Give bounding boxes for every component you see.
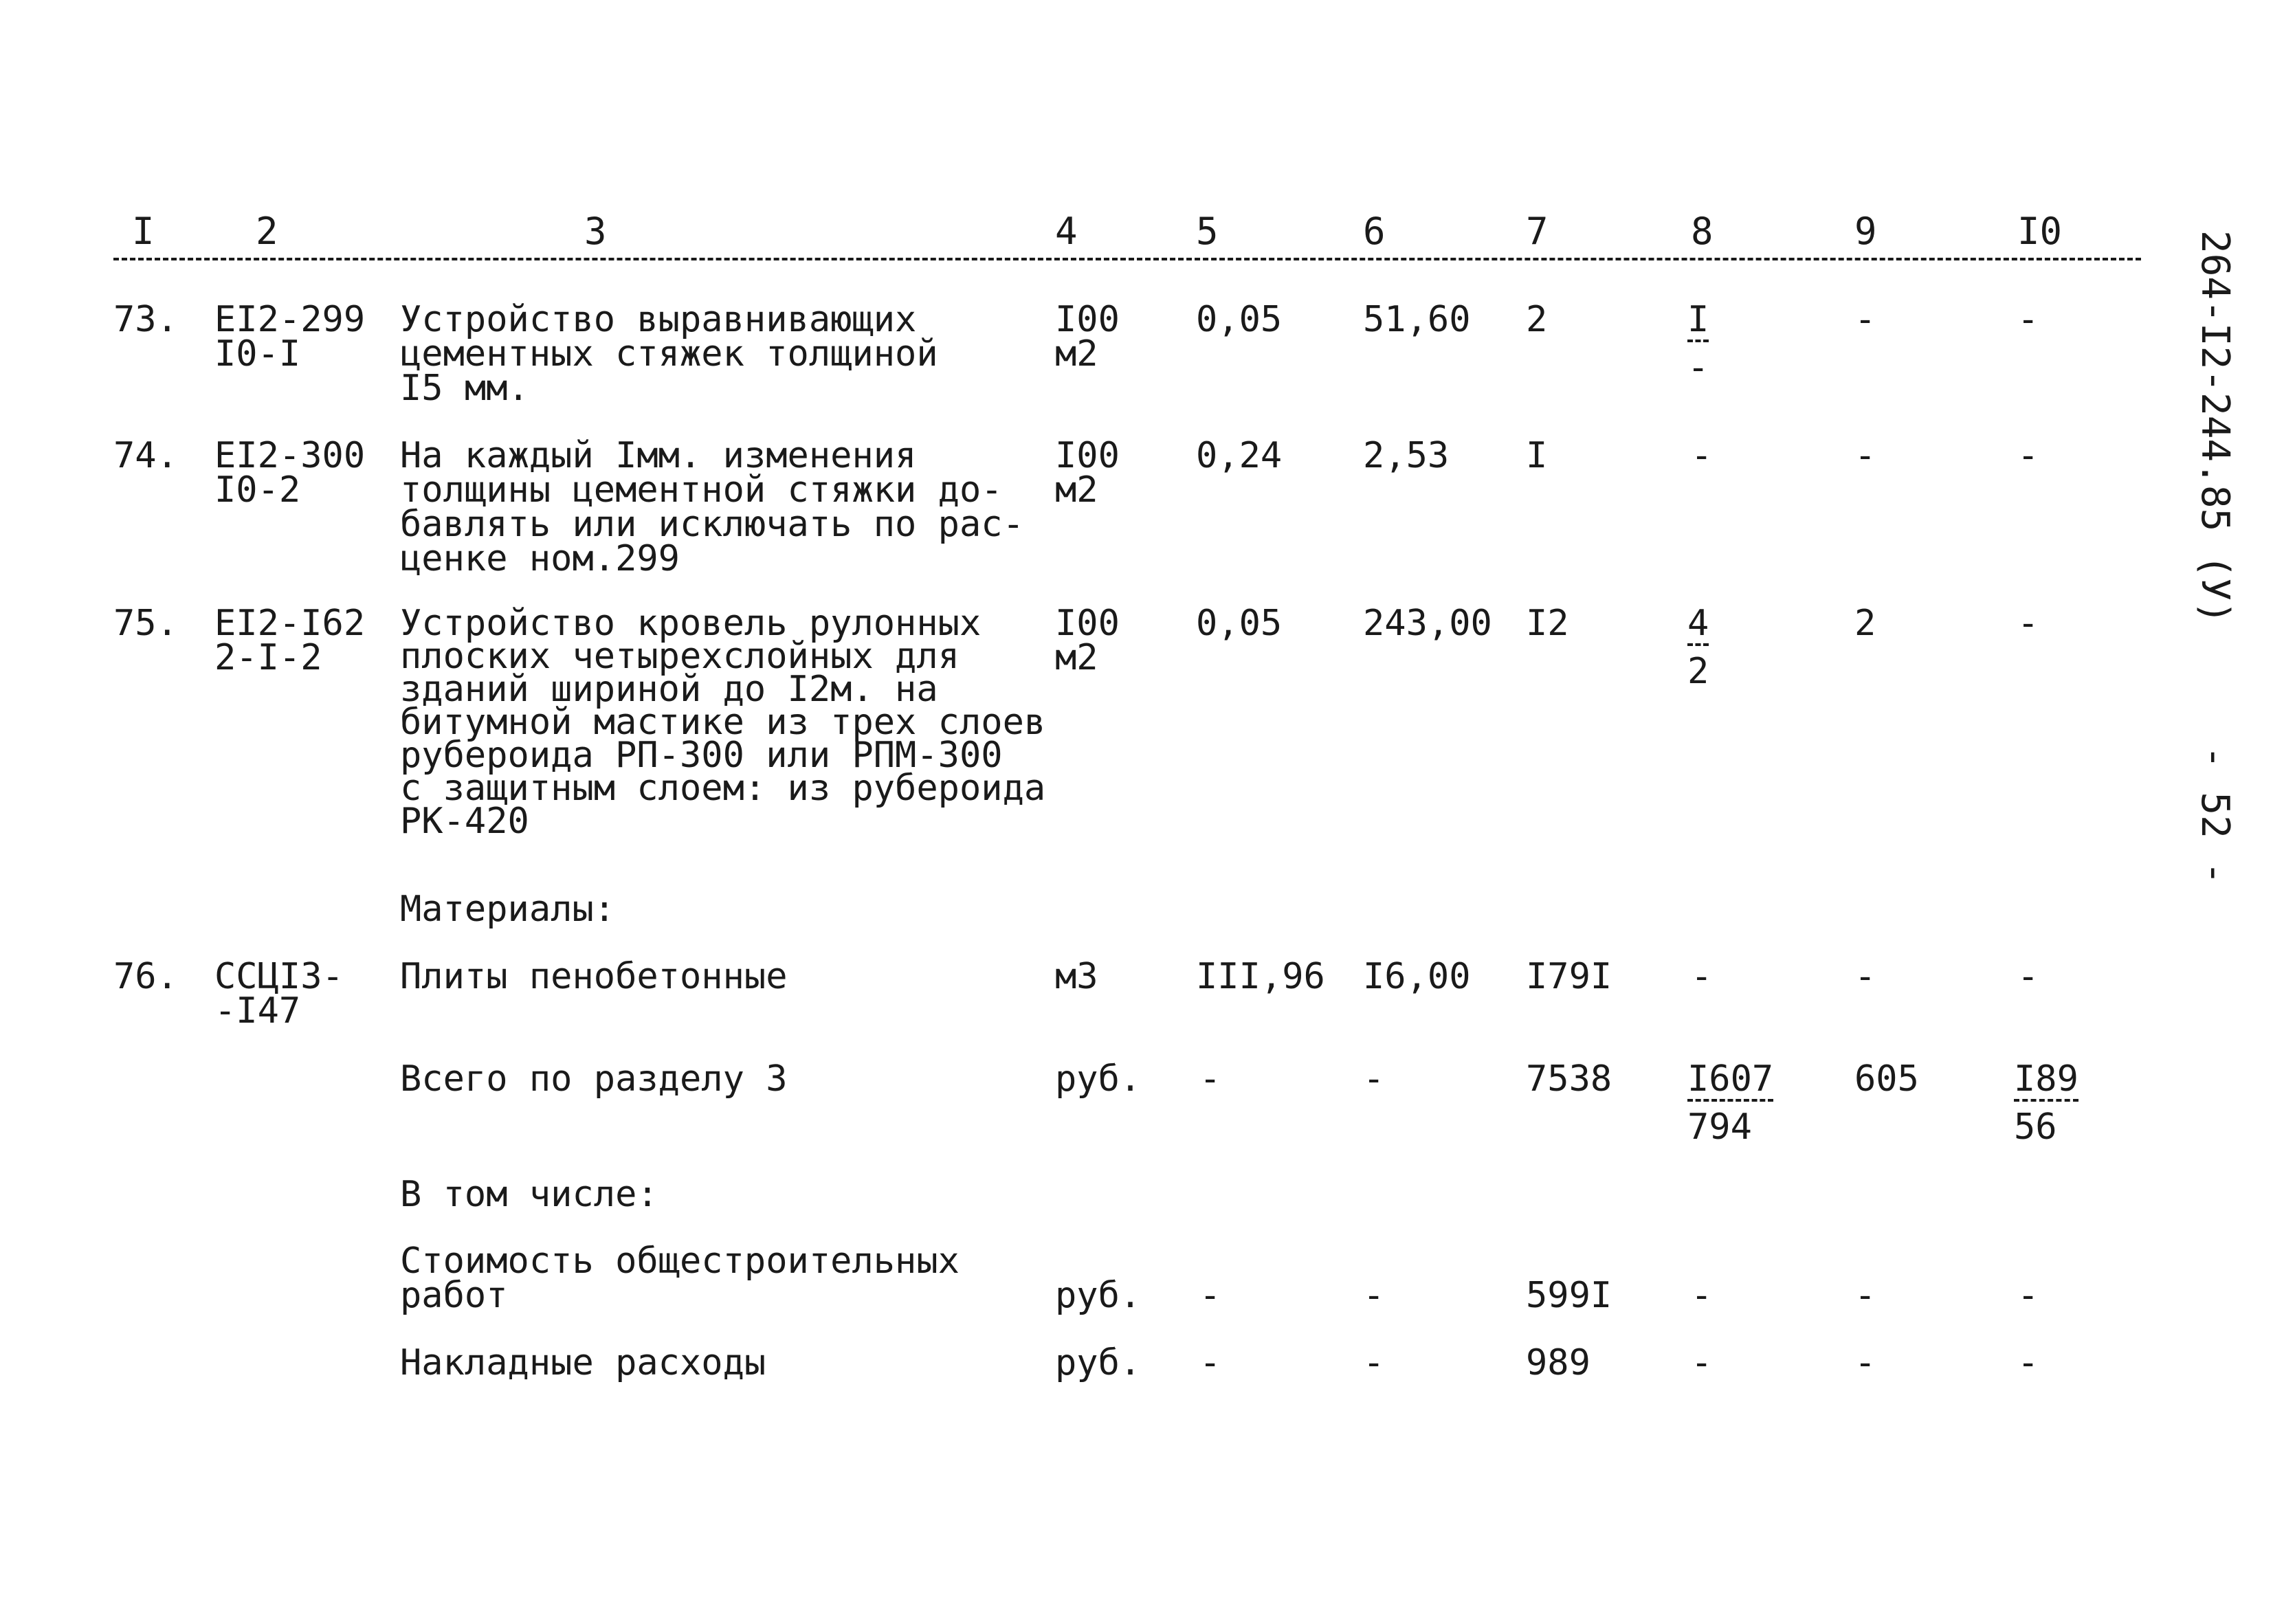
row-col8: - xyxy=(1691,435,1713,476)
row-desc-line: рубероида РП-300 или РПМ-300 xyxy=(400,735,1003,776)
row-code-line: ССЦI3- xyxy=(214,956,344,997)
row-code-line: I0-2 xyxy=(214,469,301,511)
row-desc-line: I5 мм. xyxy=(400,368,529,409)
fraction-numerator: I89 xyxy=(2014,1062,2078,1102)
general-label-line: Стоимость общестроительных xyxy=(400,1241,960,1282)
row-unit-line: м2 xyxy=(1055,469,1098,511)
general-col10: - xyxy=(2017,1275,2039,1316)
row-col5: III,96 xyxy=(1196,956,1325,997)
col-header-9: 9 xyxy=(1854,210,1877,253)
row-number: 74. xyxy=(113,435,178,476)
row-unit-line: м2 xyxy=(1055,333,1098,375)
overhead-col10: - xyxy=(2017,1342,2039,1383)
col-header-10: I0 xyxy=(2017,210,2063,253)
row-unit-line: I00 xyxy=(1055,435,1120,476)
general-label-line: работ xyxy=(400,1275,508,1316)
row-col7: 2 xyxy=(1526,299,1548,340)
total-col7: 7538 xyxy=(1526,1058,1612,1100)
general-col6: - xyxy=(1363,1275,1385,1316)
row-desc-line: На каждый Iмм. изменения xyxy=(400,435,917,476)
row-code-line: -I47 xyxy=(214,990,301,1032)
row-unit-line: I00 xyxy=(1055,603,1120,644)
col-header-2: 2 xyxy=(256,210,278,253)
row-col10: - xyxy=(2017,435,2039,476)
row-desc-line: Плиты пенобетонные xyxy=(400,956,788,997)
col-header-5: 5 xyxy=(1196,210,1219,253)
row-code-line: EI2-300 xyxy=(214,435,366,476)
row-number: 73. xyxy=(113,299,178,340)
fraction-denominator: 794 xyxy=(1687,1106,1752,1148)
row-desc-line: ценке ном.299 xyxy=(400,538,680,579)
row-col5: 0,05 xyxy=(1196,299,1283,340)
fraction-numerator: I xyxy=(1687,302,1709,342)
total-label: Всего по разделу 3 xyxy=(400,1058,788,1100)
row-col9: - xyxy=(1854,435,1876,476)
row-desc-line: цементных стяжек толщиной xyxy=(400,333,938,375)
row-col7: I xyxy=(1526,435,1548,476)
row-code-line: I0-I xyxy=(214,333,301,375)
total-col10-fraction xyxy=(2014,1058,2078,1148)
overhead-col8: - xyxy=(1691,1342,1713,1383)
including-label: В том числе: xyxy=(400,1174,658,1215)
row-col8: - xyxy=(1691,956,1713,997)
total-col9: 605 xyxy=(1854,1058,1919,1100)
general-col9: - xyxy=(1854,1275,1876,1316)
row-desc-line: бавлять или исключать по рас- xyxy=(400,504,1024,545)
row-col7: I79I xyxy=(1526,956,1612,997)
row-col5: 0,24 xyxy=(1196,435,1283,476)
page-number: - 52 - xyxy=(2193,746,2237,885)
row-col10: - xyxy=(2017,299,2039,340)
row-col9: - xyxy=(1854,956,1876,997)
row-code-line: EI2-299 xyxy=(214,299,366,340)
general-col5: - xyxy=(1199,1275,1221,1316)
row-number: 75. xyxy=(113,603,178,644)
row-unit-line: I00 xyxy=(1055,299,1120,340)
row-col6: 2,53 xyxy=(1363,435,1450,476)
overhead-unit: руб. xyxy=(1055,1342,1142,1383)
row-desc-line: толщины цементной стяжки до- xyxy=(400,469,1003,511)
row-desc-line: Устройство кровель рулонных xyxy=(400,603,982,644)
row-col10: - xyxy=(2017,603,2039,644)
overhead-col9: - xyxy=(1854,1342,1876,1383)
row-col7: I2 xyxy=(1526,603,1569,644)
row-number: 76. xyxy=(113,956,178,997)
row-col6: I6,00 xyxy=(1363,956,1471,997)
header-separator xyxy=(113,258,2141,260)
row-code-line: EI2-I62 xyxy=(214,603,366,644)
row-desc-line: плоских четырехслойных для xyxy=(400,636,960,677)
row-col6: 243,00 xyxy=(1363,603,1492,644)
row-desc-line: Устройство выравнивающих xyxy=(400,299,917,340)
fraction-denominator: 2 xyxy=(1687,651,1709,692)
row-desc-line: зданий шириной до I2м. на xyxy=(400,669,938,710)
general-col8: - xyxy=(1691,1275,1713,1316)
materials-label: Материалы: xyxy=(400,889,616,930)
row-col5: 0,05 xyxy=(1196,603,1283,644)
col-header-7: 7 xyxy=(1526,210,1549,253)
fraction-numerator: 4 xyxy=(1687,606,1709,646)
overhead-col7: 989 xyxy=(1526,1342,1590,1383)
general-unit: руб. xyxy=(1055,1275,1142,1316)
col-header-8: 8 xyxy=(1691,210,1714,253)
overhead-col5: - xyxy=(1199,1342,1221,1383)
total-col6: - xyxy=(1363,1058,1385,1100)
row-col9: 2 xyxy=(1854,603,1876,644)
document-code: 264-I2-244.85 (У) xyxy=(2193,230,2237,625)
row-unit-line: м3 xyxy=(1055,956,1098,997)
row-desc-line: РК-420 xyxy=(400,801,529,842)
fraction-denominator: - xyxy=(1687,347,1709,388)
col-header-1: I xyxy=(132,210,155,253)
row-col9: - xyxy=(1854,299,1876,340)
row-unit-line: м2 xyxy=(1055,637,1098,678)
total-col5: - xyxy=(1199,1058,1221,1100)
col-header-4: 4 xyxy=(1055,210,1078,253)
total-col8-fraction xyxy=(1687,1058,1774,1148)
overhead-col6: - xyxy=(1363,1342,1385,1383)
row-col6: 51,60 xyxy=(1363,299,1471,340)
fraction-denominator: 56 xyxy=(2014,1106,2057,1148)
col-header-3: 3 xyxy=(584,210,607,253)
row-col8-fraction xyxy=(1687,299,1709,388)
total-unit: руб. xyxy=(1055,1058,1142,1100)
row-col10: - xyxy=(2017,956,2039,997)
row-col8-fraction xyxy=(1687,603,1709,692)
row-desc-line: битумной мастике из трех слоев xyxy=(400,702,1046,743)
overhead-label: Накладные расходы xyxy=(400,1342,766,1383)
general-col7: 599I xyxy=(1526,1275,1612,1316)
fraction-numerator: I607 xyxy=(1687,1062,1773,1102)
row-desc-line: с защитным слоем: из рубероида xyxy=(400,768,1046,809)
col-header-6: 6 xyxy=(1363,210,1386,253)
row-code-line: 2-I-2 xyxy=(214,637,322,678)
